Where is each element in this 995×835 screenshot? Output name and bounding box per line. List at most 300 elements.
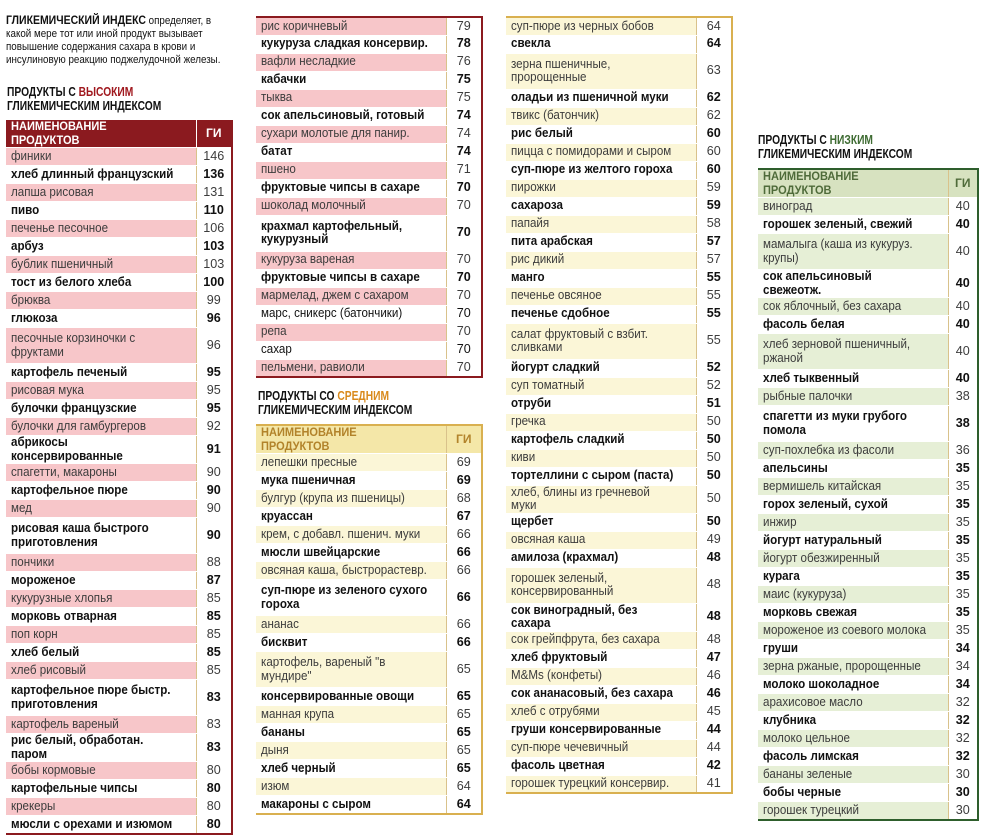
product-name: печенье овсяное <box>506 287 696 305</box>
product-name: спагетти, макароны <box>6 464 196 482</box>
product-name: салат фруктовый с взбит. сливками <box>506 323 696 359</box>
gi-value: 40 <box>948 270 978 298</box>
product-name: сахароза <box>506 197 696 215</box>
product-name: йогурт сладкий <box>506 359 696 377</box>
product-name: печенье песочное <box>6 220 196 238</box>
gi-value: 51 <box>696 395 732 413</box>
product-name: виноград <box>758 198 948 216</box>
product-name: булочки французские <box>6 400 196 418</box>
table-row <box>506 287 732 305</box>
product-name: шоколад молочный <box>256 197 446 215</box>
gi-value: 70 <box>446 215 482 251</box>
table-row <box>6 590 232 608</box>
table-row <box>256 796 482 814</box>
product-name: фасоль лимская <box>758 748 948 766</box>
product-name: манная крупа <box>256 706 446 724</box>
product-name: свекла <box>506 35 696 53</box>
table-row <box>506 603 732 631</box>
table-row <box>256 71 482 89</box>
gi-value: 80 <box>196 780 232 798</box>
gi-value: 80 <box>196 762 232 780</box>
gi-value: 78 <box>446 35 482 53</box>
gi-value: 146 <box>196 148 232 166</box>
gi-value: 66 <box>446 526 482 544</box>
product-name: рисовая мука <box>6 382 196 400</box>
mid-heading-highlight: СРЕДНИМ <box>337 389 390 403</box>
table-row <box>256 652 482 688</box>
product-name: M&Ms (конфеты) <box>506 667 696 685</box>
table-row <box>506 359 732 377</box>
gi-value: 91 <box>196 436 232 464</box>
table-row <box>758 370 978 388</box>
table-row <box>758 640 978 658</box>
table-row <box>506 467 732 485</box>
gi-value: 96 <box>196 310 232 328</box>
table-row <box>758 532 978 550</box>
table-row <box>6 518 232 554</box>
product-name: суп-похлебка из фасоли <box>758 442 948 460</box>
product-name: картофельные чипсы <box>6 780 196 798</box>
gi-value: 50 <box>696 431 732 449</box>
gi-value: 59 <box>696 179 732 197</box>
gi-value: 60 <box>696 125 732 143</box>
gi-value: 71 <box>446 161 482 179</box>
table-row <box>758 766 978 784</box>
table-row <box>256 634 482 652</box>
gi-value: 50 <box>696 449 732 467</box>
gi-value: 41 <box>696 775 732 793</box>
table-row <box>256 742 482 760</box>
table-row <box>256 508 482 526</box>
table-row <box>758 694 978 712</box>
column-header-name: НАИМЕНОВАНИЕ ПРОДУКТОВ <box>758 169 948 198</box>
table-row <box>506 17 732 35</box>
table-row <box>506 413 732 431</box>
table-row <box>256 359 482 377</box>
table-row <box>6 400 232 418</box>
gi-value: 52 <box>696 359 732 377</box>
product-name: рыбные палочки <box>758 388 948 406</box>
high-heading-post: ГЛИКЕМИЧЕСКИМ ИНДЕКСОМ <box>7 99 162 113</box>
table-row <box>758 712 978 730</box>
product-name: зерна пшеничные, пророщенные <box>506 53 696 89</box>
gi-value: 64 <box>696 17 732 35</box>
gi-value: 30 <box>948 784 978 802</box>
table-row <box>256 323 482 341</box>
table-row <box>256 778 482 796</box>
product-name: апельсины <box>758 460 948 478</box>
gi-value: 65 <box>446 688 482 706</box>
table-row <box>506 513 732 531</box>
gi-value: 30 <box>948 802 978 820</box>
product-name: гречка <box>506 413 696 431</box>
product-name: горох зеленый, сухой <box>758 496 948 514</box>
product-name: горошек зеленый, консервированный <box>506 567 696 603</box>
low-heading-highlight: НИЗКИМ <box>829 133 873 147</box>
gi-value: 74 <box>446 107 482 125</box>
gi-value: 55 <box>696 323 732 359</box>
product-name: картофель, вареный "в мундире" <box>256 652 446 688</box>
table-row <box>506 721 732 739</box>
product-name: сухари молотые для панир. <box>256 125 446 143</box>
table-row <box>256 197 482 215</box>
gi-value: 95 <box>196 364 232 382</box>
gi-value: 34 <box>948 676 978 694</box>
gi-value: 100 <box>196 274 232 292</box>
table-row <box>506 395 732 413</box>
table-row <box>506 53 732 89</box>
gi-value: 48 <box>696 603 732 631</box>
gi-value: 95 <box>196 400 232 418</box>
product-name: пирожки <box>506 179 696 197</box>
gi-value: 70 <box>446 341 482 359</box>
table-row <box>758 802 978 820</box>
product-name: сок виноградный, без сахара <box>506 603 696 631</box>
low-heading-pre: ПРОДУКТЫ С <box>758 133 830 147</box>
product-name: печенье сдобное <box>506 305 696 323</box>
table-row <box>506 431 732 449</box>
product-name: тортеллини с сыром (паста) <box>506 467 696 485</box>
table-row <box>6 202 232 220</box>
gi-value: 83 <box>196 716 232 734</box>
intro-term: ГЛИКЕМИЧЕСКИЙ ИНДЕКС <box>6 13 146 27</box>
product-name: суп-пюре из желтого гороха <box>506 161 696 179</box>
gi-value: 90 <box>196 518 232 554</box>
gi-value: 35 <box>948 622 978 640</box>
gi-value: 35 <box>948 568 978 586</box>
table-row <box>506 107 732 125</box>
table-row <box>506 305 732 323</box>
table-row <box>256 760 482 778</box>
gi-value: 85 <box>196 626 232 644</box>
gi-value: 64 <box>446 778 482 796</box>
product-name: хлеб зерновой пшеничный, ржаной <box>758 334 948 370</box>
gi-value: 99 <box>196 292 232 310</box>
gi-value: 40 <box>948 234 978 270</box>
gi-value: 74 <box>446 143 482 161</box>
gi-value: 66 <box>446 580 482 616</box>
product-name: картофельное пюре быстр. приготовления <box>6 680 196 716</box>
gi-value: 50 <box>696 513 732 531</box>
product-name: сок апельсиновый, готовый <box>256 107 446 125</box>
intro-text: определяет, в какой мере тот или иной продукт вызывает повышение содержания сахара в крови и инсулиновую реакцию поджелудочной железы. <box>6 15 221 66</box>
table-row <box>758 316 978 334</box>
gi-value: 38 <box>948 388 978 406</box>
table-row <box>506 161 732 179</box>
table-row <box>256 724 482 742</box>
product-name: тыква <box>256 89 446 107</box>
table-row <box>6 798 232 816</box>
product-name: фруктовые чипсы в сахаре <box>256 269 446 287</box>
gi-value: 88 <box>196 554 232 572</box>
table-row <box>256 454 482 472</box>
product-name: мороженое из соевого молока <box>758 622 948 640</box>
product-name: консервированные овощи <box>256 688 446 706</box>
product-name: пельмени, равиоли <box>256 359 446 377</box>
table-row <box>506 649 732 667</box>
table-row <box>6 482 232 500</box>
product-name: картофельное пюре <box>6 482 196 500</box>
gi-value: 103 <box>196 238 232 256</box>
column-header-name: НАИМЕНОВАНИЕ ПРОДУКТОВ <box>256 425 446 454</box>
gi-value: 40 <box>948 316 978 334</box>
product-name: пиво <box>6 202 196 220</box>
product-name: батат <box>256 143 446 161</box>
table-row <box>758 658 978 676</box>
table-row <box>6 274 232 292</box>
gi-value: 70 <box>446 359 482 377</box>
product-name: овсяная каша <box>506 531 696 549</box>
product-name: изюм <box>256 778 446 796</box>
product-name: кукурузные хлопья <box>6 590 196 608</box>
gi-value: 50 <box>696 467 732 485</box>
column-header-gi: ГИ <box>948 169 978 198</box>
gi-value: 44 <box>696 739 732 757</box>
product-name: щербет <box>506 513 696 531</box>
table-row <box>6 500 232 518</box>
table-row <box>256 688 482 706</box>
gi-value: 46 <box>696 667 732 685</box>
table-row <box>6 148 232 166</box>
gi-value: 32 <box>948 730 978 748</box>
gi-value: 74 <box>446 125 482 143</box>
product-name: марс, сникерс (батончики) <box>256 305 446 323</box>
gi-value: 35 <box>948 478 978 496</box>
gi-value: 80 <box>196 798 232 816</box>
gi-value: 49 <box>696 531 732 549</box>
gi-value: 90 <box>196 500 232 518</box>
gi-value: 35 <box>948 532 978 550</box>
product-name: булочки для гамбургеров <box>6 418 196 436</box>
product-name: мамалыга (каша из кукуруз. крупы) <box>758 234 948 270</box>
product-name: ананас <box>256 616 446 634</box>
table-row <box>758 270 978 298</box>
table-row <box>6 418 232 436</box>
product-name: картофель печеный <box>6 364 196 382</box>
table-row <box>758 748 978 766</box>
gi-value: 85 <box>196 608 232 626</box>
product-name: лапша рисовая <box>6 184 196 202</box>
table-row <box>256 35 482 53</box>
product-name: мюсли швейцарские <box>256 544 446 562</box>
product-name: крем, с добавл. пшенич. муки <box>256 526 446 544</box>
product-name: маис (кукуруза) <box>758 586 948 604</box>
table-row <box>256 179 482 197</box>
product-name: йогурт обезжиренный <box>758 550 948 568</box>
product-name: твикс (батончик) <box>506 107 696 125</box>
table-row <box>506 703 732 721</box>
product-name: репа <box>256 323 446 341</box>
product-name: песочные корзиночки с фруктами <box>6 328 196 364</box>
gi-value: 40 <box>948 198 978 216</box>
table-row <box>506 323 732 359</box>
table-header <box>758 169 978 198</box>
gi-value: 35 <box>948 604 978 622</box>
gi-value: 36 <box>948 442 978 460</box>
gi-value: 79 <box>446 17 482 35</box>
gi-value: 95 <box>196 382 232 400</box>
mid-heading-post: ГЛИКЕМИЧЕСКИМ ИНДЕКСОМ <box>258 403 413 417</box>
table-row <box>6 734 232 762</box>
gi-value: 131 <box>196 184 232 202</box>
product-name: овсяная каша, быстрорастевр. <box>256 562 446 580</box>
product-name: сок апельсиновый свежеотж. <box>758 270 948 298</box>
product-name: картофель вареный <box>6 716 196 734</box>
gi-value: 60 <box>696 161 732 179</box>
product-name: крекеры <box>6 798 196 816</box>
product-name: вермишель китайская <box>758 478 948 496</box>
gi-value: 83 <box>196 734 232 762</box>
gi-value: 70 <box>446 287 482 305</box>
product-name: морковь отварная <box>6 608 196 626</box>
gi-value: 57 <box>696 251 732 269</box>
table-row <box>256 161 482 179</box>
table-row <box>506 449 732 467</box>
table-row <box>758 568 978 586</box>
product-name: суп-пюре из зеленого сухого гороха <box>256 580 446 616</box>
table-row <box>256 215 482 251</box>
gi-value: 50 <box>696 413 732 431</box>
product-name: рис коричневый <box>256 17 446 35</box>
product-name: рис белый, обработан. паром <box>6 734 196 762</box>
table-row <box>256 526 482 544</box>
gi-value: 85 <box>196 590 232 608</box>
product-name: горошек зеленый, свежий <box>758 216 948 234</box>
high-heading-highlight: ВЫСОКИМ <box>78 85 134 99</box>
gi-value: 34 <box>948 640 978 658</box>
gi-value: 45 <box>696 703 732 721</box>
table-row <box>6 780 232 798</box>
product-name: мука пшеничная <box>256 472 446 490</box>
table-row <box>256 287 482 305</box>
product-name: пита арабская <box>506 233 696 251</box>
table-row <box>256 305 482 323</box>
table-row <box>6 716 232 734</box>
product-name: фасоль цветная <box>506 757 696 775</box>
table-row <box>256 251 482 269</box>
product-name: кукуруза сладкая консервир. <box>256 35 446 53</box>
table-row <box>6 292 232 310</box>
product-name: арбуз <box>6 238 196 256</box>
table-row <box>256 269 482 287</box>
product-name: пшено <box>256 161 446 179</box>
gi-value: 85 <box>196 662 232 680</box>
table-row <box>506 251 732 269</box>
table-row <box>506 269 732 287</box>
table-row <box>6 436 232 464</box>
product-name: булгур (крупа из пшеницы) <box>256 490 446 508</box>
gi-value: 38 <box>948 406 978 442</box>
table-row <box>506 89 732 107</box>
gi-value: 48 <box>696 631 732 649</box>
table-row <box>758 676 978 694</box>
gi-value: 75 <box>446 89 482 107</box>
gi-value: 80 <box>196 816 232 834</box>
gi-value: 40 <box>948 298 978 316</box>
gi-value: 75 <box>446 71 482 89</box>
gi-value: 35 <box>948 586 978 604</box>
product-name: круассан <box>256 508 446 526</box>
table-row <box>256 580 482 616</box>
gi-value: 64 <box>696 35 732 53</box>
table-row <box>506 485 732 513</box>
gi-value: 106 <box>196 220 232 238</box>
gi-value: 70 <box>446 179 482 197</box>
product-name: хлеб черный <box>256 760 446 778</box>
product-name: молоко цельное <box>758 730 948 748</box>
high-gi-table-continued <box>256 16 483 378</box>
gi-value: 87 <box>196 572 232 590</box>
table-row <box>6 310 232 328</box>
table-row <box>6 256 232 274</box>
product-name: бисквит <box>256 634 446 652</box>
product-name: груши <box>758 640 948 658</box>
gi-value: 65 <box>446 706 482 724</box>
product-name: тост из белого хлеба <box>6 274 196 292</box>
table-row <box>758 784 978 802</box>
table-row <box>256 143 482 161</box>
product-name: хлеб тыквенный <box>758 370 948 388</box>
gi-value: 35 <box>948 550 978 568</box>
table-row <box>758 234 978 270</box>
high-gi-heading <box>7 85 161 113</box>
table-row <box>506 739 732 757</box>
high-heading-pre: ПРОДУКТЫ С <box>7 85 79 99</box>
product-name: молоко шоколадное <box>758 676 948 694</box>
product-name: хлеб с отрубями <box>506 703 696 721</box>
product-name: амилоза (крахмал) <box>506 549 696 567</box>
gi-value: 46 <box>696 685 732 703</box>
gi-value: 70 <box>446 305 482 323</box>
column-header-gi: ГИ <box>196 120 232 148</box>
gi-value: 136 <box>196 166 232 184</box>
column-header-gi: ГИ <box>446 425 482 454</box>
product-name: клубника <box>758 712 948 730</box>
table-row <box>758 604 978 622</box>
gi-value: 76 <box>446 53 482 71</box>
product-name: мармелад, джем с сахаром <box>256 287 446 305</box>
gi-value: 57 <box>696 233 732 251</box>
product-name: груши консервированные <box>506 721 696 739</box>
table-row <box>256 53 482 71</box>
gi-value: 32 <box>948 712 978 730</box>
gi-value: 50 <box>696 485 732 513</box>
table-row <box>6 608 232 626</box>
table-row <box>256 544 482 562</box>
table-row <box>256 125 482 143</box>
table-row <box>758 216 978 234</box>
gi-value: 55 <box>696 305 732 323</box>
table-row <box>256 341 482 359</box>
gi-value: 60 <box>696 143 732 161</box>
product-name: мороженое <box>6 572 196 590</box>
table-row <box>6 382 232 400</box>
product-name: лепешки пресные <box>256 454 446 472</box>
product-name: хлеб длинный французский <box>6 166 196 184</box>
table-header <box>6 120 232 148</box>
gi-value: 65 <box>446 760 482 778</box>
gi-value: 35 <box>948 514 978 532</box>
table-row <box>6 464 232 482</box>
gi-value: 64 <box>446 796 482 814</box>
table-row <box>758 406 978 442</box>
table-row <box>6 328 232 364</box>
product-name: мюсли с орехами и изюмом <box>6 816 196 834</box>
gi-value: 58 <box>696 215 732 233</box>
table-row <box>506 567 732 603</box>
intro-paragraph <box>6 14 231 67</box>
column-header-name: НАИМЕНОВАНИЕ ПРОДУКТОВ <box>6 120 196 148</box>
